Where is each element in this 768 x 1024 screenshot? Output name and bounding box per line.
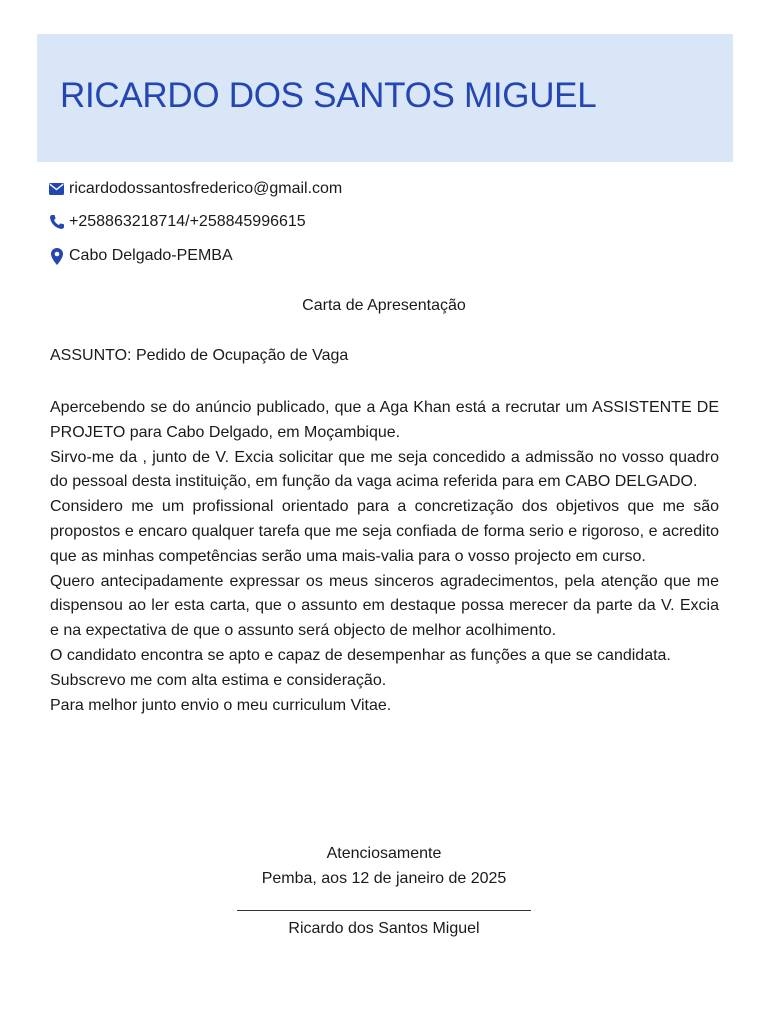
signature-line bbox=[237, 910, 531, 911]
header-banner bbox=[37, 34, 733, 162]
letter-closing: Atenciosamente bbox=[326, 845, 442, 862]
signature-name: Ricardo dos Santos Miguel bbox=[288, 920, 480, 937]
letter-paragraph: Quero antecipadamente expressar os meus sinceros agradecimentos, pela atenção que me dispensou ao ler esta carta, que o assunto em destaque possa merecer da parte da V. Excia e na expectativa de que o assunto será objecto de melhor acolhimento. bbox=[50, 572, 719, 640]
contact-email-row bbox=[48, 180, 342, 198]
envelope-icon bbox=[48, 181, 65, 198]
place-date: Pemba, aos 12 de janeiro de 2025 bbox=[261, 870, 507, 887]
letter-paragraph: Subscrevo me com alta estima e consideração. bbox=[50, 671, 387, 689]
contact-phone: +258863218714/+258845996615 bbox=[69, 213, 306, 230]
phone-icon bbox=[48, 214, 65, 231]
letter-paragraph: O candidato encontra se apto e capaz de desempenhar as funções a que se candidata. bbox=[50, 646, 671, 664]
contact-phone-row bbox=[48, 213, 306, 231]
contact-email: ricardodossantosfrederico@gmail.com bbox=[69, 180, 343, 197]
applicant-name: RICARDO DOS SANTOS MIGUEL bbox=[60, 76, 597, 115]
contact-location-row bbox=[48, 247, 233, 265]
letter-paragraph: Apercebendo se do anúncio publicado, que a Aga Khan está a recrutar um ASSISTENTE DE PROJETO para Cabo Delgado, em Moçambique. bbox=[50, 399, 719, 441]
letter-subject: ASSUNTO: Pedido de Ocupação de Vaga bbox=[50, 347, 349, 364]
letter-paragraph: Para melhor junto envio o meu curriculum Vitae. bbox=[50, 696, 392, 714]
contact-location: Cabo Delgado-PEMBA bbox=[69, 247, 233, 264]
letter-paragraph: Sirvo-me da , junto de V. Excia solicitar que me seja concedido a admissão no vosso quadro do pessoal desta instituição, em função da vaga acima referida para em CABO DELGADO. bbox=[50, 448, 719, 491]
letter-title: Carta de Apresentação bbox=[302, 297, 466, 314]
letter-body bbox=[50, 396, 719, 718]
map-pin-icon bbox=[48, 248, 65, 265]
letter-paragraph: Considero me um profissional orientado para a concretização dos objetivos que me são propostos e encaro qualquer tarefa que me seja confiada de forma serio e rigoroso, e acredito que as minhas competências serão uma mais-valia para o vosso projecto em curso. bbox=[50, 498, 719, 565]
